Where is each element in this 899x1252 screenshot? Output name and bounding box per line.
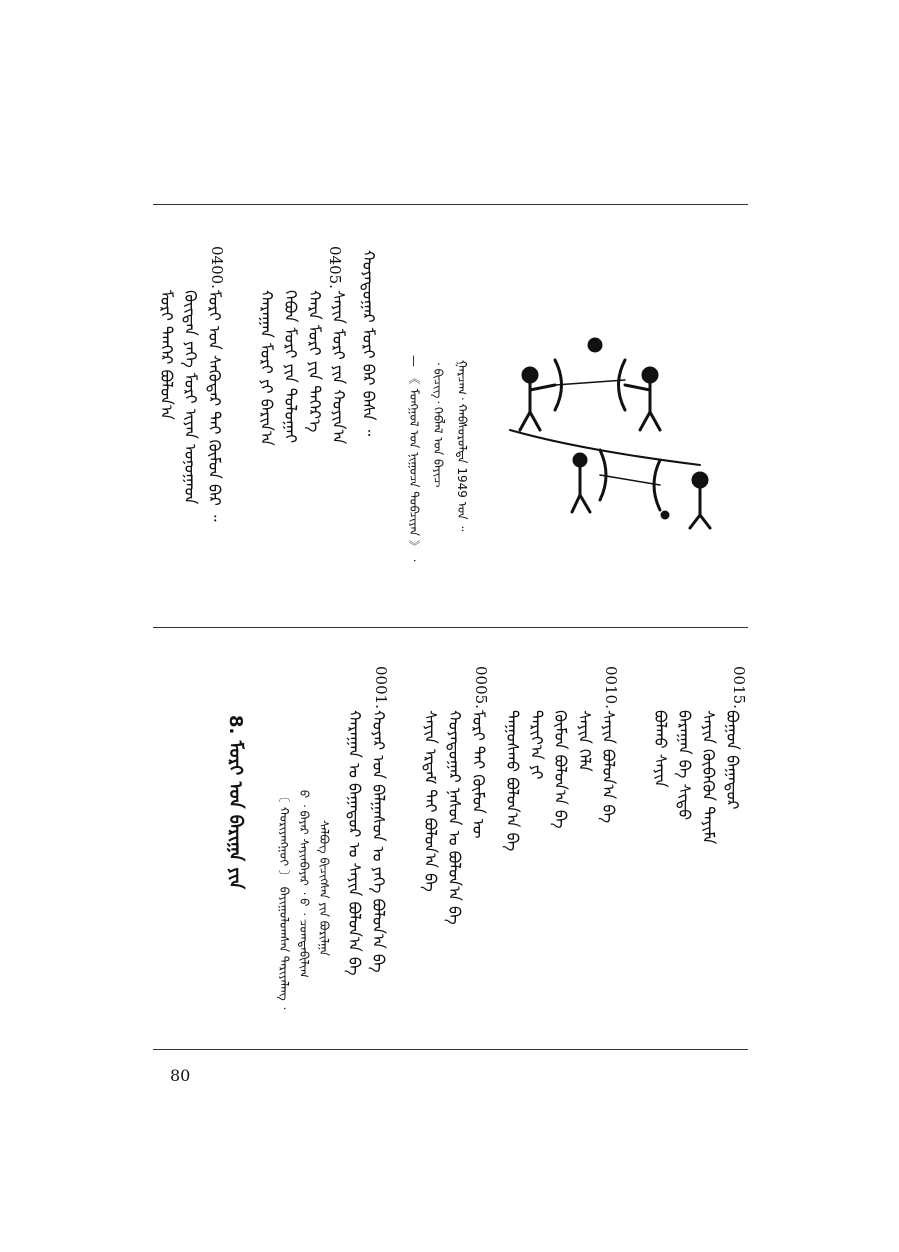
upper-entry-1-line-1: ᠰᠠᠶᠢᠨ ᠮᠣᠷᠢ ᠶᠢᠨ ᠬᠣᠶᠢᠨ᠎ᠠ	[329, 290, 348, 445]
lower-entry-4-line-2: ᠬᠠᠷᠠᠭᠠᠨ ᠤ ᠪᠠᠭᠠᠳᠤᠷ ᠤ ᠰᠠᠶᠢᠨ ᠪᠣᠯᠤᠨ᠎ᠠ ᠪᠠ	[345, 710, 364, 976]
lower-entry-2-line-5: ᠳᠠᠭᠤᠰᠬᠤ ᠪᠣᠯᠤᠨ᠎ᠠ ᠪᠠ	[503, 710, 522, 852]
lower-entry-1-line-2: ᠰᠠᠶᠢᠨ ᠬᠦᠪᠡᠭᠦᠨ ᠲᠠᠶᠢᠮᠡ	[699, 710, 718, 845]
lower-entry-2-line-2: ᠰᠠᠶᠢᠨ ᠬᠡᠯᠡ	[575, 710, 594, 772]
upper-entry-1-line-2: ᠬᠠᠷᠠ ᠮᠣᠷᠢ ᠶᠢᠨ ᠳᠡᠭᠡᠷ᠎ᠡ	[305, 290, 324, 433]
lower-entry-3-line-3: ᠰᠠᠶᠢᠨ ᠡᠷᠳᠡᠮ ᠲᠡᠢ ᠪᠣᠯᠤᠨ᠎ᠠ ᠪᠠ	[421, 710, 440, 892]
lower-entry-2-line-4: ᠲᠠᠷᠢᠶ᠎ᠠ ᠶᠢ	[527, 710, 546, 780]
lower-entry-1-line-1: ᠪᠣᠭᠣᠨ ᠪᠠᠭᠠᠳᠤᠷ	[723, 710, 742, 810]
upper-entry-2-number: 0400.	[208, 246, 226, 289]
caption-line-1: ᠭᠠᠷᠴᠠᠭ᠂ ᠬᠠᠪᠰᠤᠷᠤᠯᠲᠠ 1949 ᠣᠨ ᠃	[455, 360, 469, 532]
figure-head	[523, 368, 537, 382]
upper-entry-2-line-3: ᠮᠣᠷᠢ ᠲᠡᠨᠭᠡᠷ ᠪᠣᠯᠤᠨ᠎ᠠ	[157, 290, 176, 420]
small-animal	[662, 512, 668, 518]
upper-entry-1-number: 0405.	[326, 246, 344, 289]
note-line-2: ᠪ ᠂ ᠪᠠᠶᠠᠷ ᠰᠠᠶᠢᠨᠪᠠᠶᠠᠷ ᠂ ᠪ ᠂ ᠴᠣᠭᠲᠠᠪᠢᠯᠢᠭ	[297, 790, 311, 978]
bottom-rule	[153, 1049, 748, 1050]
lower-entry-1-number: 0015.	[730, 666, 748, 709]
top-rule	[153, 204, 748, 205]
upper-entry-1-line-5: ᠬᠣᠶᠠᠳᠤᠭᠠᠷ ᠮᠣᠷᠢ ᠪᠠᠷ ᠪᠠᠰᠠ ᠃	[359, 250, 378, 437]
upper-entry-2-line-2: ᠬᠦᠢᠲᠡᠨ ᠶᠡᠬᠡ ᠮᠣᠷᠢ ᠢᠶᠠᠨ ᠤᠨᠤᠭᠠᠳ	[181, 290, 200, 505]
lower-entry-2-line-3: ᠬᠦᠮᠦᠨ ᠪᠣᠯᠤᠨ᠎ᠠ ᠪᠠ	[551, 710, 570, 829]
lower-entry-1-line-4: ᠪᠣᠯᠬᠤ ᠰᠠᠶᠢᠨ	[651, 710, 670, 788]
note-line-1: ᠰᠡᠯᠪᠦᠭ ᠪᠢᠴᠢᠭᠰᠡᠨ ᠶᠢᠨ ᠪᠤᠷᠢᠯᠭᠠ	[317, 820, 331, 956]
lower-entry-4-line-1: ᠬᠣᠶᠠᠷ ᠤᠨ ᠪᠠᠯᠭᠠᠰᠤᠨ ᠤ ᠶᠡᠬᠡ ᠪᠣᠯᠤᠨ᠎ᠠ ᠪᠠ	[369, 710, 388, 973]
lower-entry-3-number: 0005.	[472, 666, 490, 709]
caption-line-2: ᠂ ᠪᠢᠴᠢᠭ᠂ ᠬᠡᠪᠯᠡᠯ ᠤᠨ ᠪᠠᠶᠢᠴ	[431, 360, 445, 488]
petroglyph-illustration	[500, 330, 730, 530]
sun-mark	[589, 339, 601, 351]
upper-entry-1-line-4: ᠬᠠᠷᠠᠭᠠᠨ ᠮᠣᠷᠢ ᠶᠢ ᠪᠠᠷᠢᠨ᠎ᠠ	[257, 290, 276, 446]
middle-rule	[153, 627, 748, 628]
lower-entry-2-line-1: ᠰᠠᠶᠢᠨ ᠪᠣᠯᠤᠨ᠎ᠠ ᠪᠠ	[599, 710, 618, 824]
lower-entry-3-line-1: ᠮᠣᠷᠢ ᠲᠠᠢ ᠬᠦᠮᠦᠨ ᠦ	[469, 710, 488, 839]
lower-entry-4-number: 0001.	[372, 666, 390, 709]
note-line-3: 〔 ᠬᠣᠷᠢᠶᠠᠩᠭᠤᠢ 〕 ᠪᠠᠶᠢᠭᠤᠯᠤᠭᠰᠠᠨ ᠲᠠᠷᠢᠶᠠᠯᠠᠩ ᠂	[277, 790, 291, 1010]
upper-entry-1-line-3: ᠬᠡᠪᠦᠨ ᠮᠣᠷᠢ ᠶᠢᠨ ᠲᠣᠯᠣᠭᠠᠢ	[281, 290, 300, 444]
page-number: 80	[170, 1066, 191, 1085]
upper-entry-2-line-1: ᠮᠣᠷᠢ ᠤᠨ ᠰᠡᠭᠦᠳᠡᠷ ᠲᠠᠢ ᠬᠦᠮᠦᠨ ᠪᠠᠷ ᠃	[205, 290, 224, 522]
lower-entry-2-number: 0010.	[602, 666, 620, 709]
caption-line-3: — 《 ᠮᠣᠩᠭᠣᠯ ᠤᠨ ᠨᠢᠭᠤᠴᠠ ᠲᠣᠪᠴᠢᠶᠠᠨ 》 ᠂	[407, 355, 421, 562]
lower-entry-1-line-3: ᠪᠠᠷᠠᠭᠠᠨ ᠪᠠ ᠰᠢᠳᠦ	[675, 710, 694, 821]
section-title: 8. ᠮᠣᠷᠢ ᠤᠨ ᠪᠠᠷᠢᠭᠠ ᠶᠢᠨ	[225, 715, 246, 890]
lower-entry-3-line-2: ᠬᠣᠶᠠᠳᠤᠭᠠᠷ ᠨᠠᠰᠤᠨ ᠤ ᠪᠣᠯᠤᠨ᠎ᠠ ᠪᠠ	[445, 710, 464, 925]
